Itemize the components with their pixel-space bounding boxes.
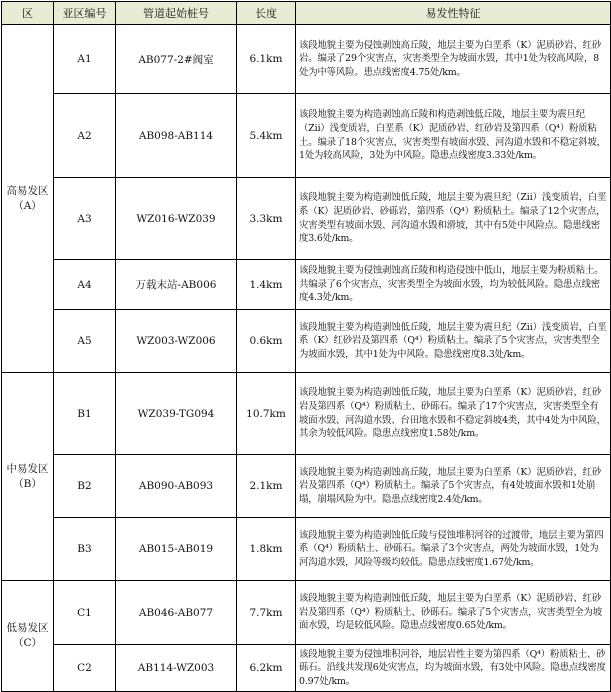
feature-description: 该段地貌主要为构造剥蚀低丘陵，地层主要为白垩系（K）泥质砂岩、红砂岩及第四系（Q⁴）粉质粘土、砂砾石。编录了5个灾害点，灾害类型全为坡面水毁，均是较低风险。隐患点线密度0.65处/km。 xyxy=(296,581,611,645)
segment-length: 6.1km xyxy=(237,25,296,94)
feature-description: 该段地貌主要为构造剥蚀高丘陵，地层主要为白垩系（K）泥质砂岩、红砂岩及第四系（Q⁴）粉质粘土。编录了5个灾害点，有4处坡面水毁和1处崩塌，崩塌风险为中。隐患点线密度2.4处/km。 xyxy=(296,455,611,518)
table-row xyxy=(2,178,611,260)
region-cell-medium xyxy=(2,373,54,581)
subzone-code: B2 xyxy=(54,455,116,518)
pipeline-range: 万载末站-AB006 xyxy=(116,260,237,310)
table-row xyxy=(2,260,611,310)
header-row xyxy=(2,2,611,25)
region-cell-low xyxy=(2,581,54,692)
header-region: 区 xyxy=(2,2,54,25)
region-cell-high xyxy=(2,25,54,373)
segment-length: 3.3km xyxy=(237,178,296,260)
subzone-code: A4 xyxy=(54,260,116,310)
table-row xyxy=(2,25,611,94)
pipeline-range: WZ016-WZ039 xyxy=(116,178,237,260)
table-row xyxy=(2,581,611,645)
segment-length: 1.4km xyxy=(237,260,296,310)
segment-length: 1.8km xyxy=(237,518,296,581)
segment-length: 2.1km xyxy=(237,455,296,518)
region-name: 中易发区 xyxy=(6,462,49,475)
subzone-code: A5 xyxy=(54,310,116,373)
header-length: 长度 xyxy=(237,2,296,25)
subzone-code: C1 xyxy=(54,581,116,645)
subzone-code: A3 xyxy=(54,178,116,260)
subzone-code: A2 xyxy=(54,94,116,178)
region-label: （A） xyxy=(13,199,42,212)
feature-description: 该段地貌主要为构造剥蚀高丘陵和构造剥蚀低丘陵，地层主要为震旦纪（Zⅱ）浅变质岩，白垩系（K）泥质砂岩、红砂岩及第四系（Q⁴）粉质粘土。编录了18个灾害点，灾害类型有坡面水毁、河沟道水毁和不稳定斜坡，1处为较高风险，3处为中风险。隐患点线密度3.33处/km。 xyxy=(296,94,611,178)
pipeline-range: WZ039-TG094 xyxy=(116,373,237,455)
segment-length: 5.4km xyxy=(237,94,296,178)
feature-description: 该段地貌主要为构造剥蚀低丘陵，地层主要为震旦纪（Zⅱ）浅变质岩，白垩系（K）泥质砂岩、砂砾岩，第四系（Q⁴）粉质粘土。编录了12个灾害点，灾害类型有坡面水毁、河沟道水毁和滑坡，其中有5处中风险点。隐患线密度3.6处/km。 xyxy=(296,178,611,260)
feature-description: 该段地貌主要为侵蚀剥蚀高丘陵，地层主要为白垩系（K）泥质砂岩、红砂岩。编录了29个灾害点，灾害类型全为坡面水毁，其中1处为较高风险，8处为中等风险。患点线密度4.75处/km。 xyxy=(296,25,611,94)
hazard-zoning-table xyxy=(1,1,611,692)
pipeline-range: AB015-AB019 xyxy=(116,518,237,581)
subzone-code: B1 xyxy=(54,373,116,455)
header-subzone-code: 亚区编号 xyxy=(54,2,116,25)
region-label: （C） xyxy=(12,637,43,649)
subzone-code: A1 xyxy=(54,25,116,94)
feature-description: 该段地貌主要为侵蚀堆积河谷，地层岩性主要为第四系（Q⁴）粉质粘土、砂砾石。沿线共发现6处灾害点，均为坡面水毁，有3处中风险。隐患点线密度0.97处/km。 xyxy=(296,645,611,692)
header-pipeline-range: 管道起始桩号 xyxy=(116,2,237,25)
region-name: 高易发区 xyxy=(6,184,49,197)
pipeline-range: AB098-AB114 xyxy=(116,94,237,178)
pipeline-range: AB077-2#阀室 xyxy=(116,25,237,94)
pipeline-range: AB114-WZ003 xyxy=(116,645,237,692)
segment-length: 7.7km xyxy=(237,581,296,645)
feature-description: 该段地貌主要为侵蚀剥蚀高丘陵和构造侵蚀中低山，地层主要为粉质粘土。共编录了6个灾害点，灾害类型全为坡面水毁，均为较低风险。隐患点线密度4.3处/km。 xyxy=(296,260,611,310)
segment-length: 10.7km xyxy=(237,373,296,455)
table-row xyxy=(2,455,611,518)
segment-length: 0.6km xyxy=(237,310,296,373)
region-name: 低易发区 xyxy=(6,622,49,634)
pipeline-range: AB046-AB077 xyxy=(116,581,237,645)
feature-description: 该段地貌主要为构造剥蚀低丘陵，地层主要为白垩系（K）泥质砂岩、红砂岩及第四系（Q⁴）粉质粘土、砂砾石。编录了17个灾害点，灾害类型全有坡面水毁、河沟道水毁、台田地水毁和不稳定斜坡4类，其中4处为中风险，其余为较低风险。隐患点线密度1.58处/km。 xyxy=(296,373,611,455)
feature-description: 该段地貌主要为构造剥蚀低丘陵与侵蚀堆积河谷的过渡带，地层主要为第四系（Q⁴）粉质粘土、砂砾石。编录了3个灾害点，两处为坡面水毁，1处为河沟道水毁，风险等级均较低。隐患点线密度1.67处/km。 xyxy=(296,518,611,581)
subzone-code: C2 xyxy=(54,645,116,692)
feature-description: 该段地貌主要为构造剥蚀低丘陵，地层主要为震旦纪（Zⅱ）浅变质岩，白垩系（K）红砂岩及第四系（Q⁴）粉质粘土。编录了5个灾害点，灾害类型全为坡面水毁，其中1处为中风险。隐患线密度8.3处/km。 xyxy=(296,310,611,373)
table-row xyxy=(2,94,611,178)
subzone-code: B3 xyxy=(54,518,116,581)
table-row xyxy=(2,373,611,455)
table-row xyxy=(2,518,611,581)
table-row xyxy=(2,645,611,692)
header-susceptibility-feature: 易发性特征 xyxy=(296,2,611,25)
segment-length: 6.2km xyxy=(237,645,296,692)
region-label: （B） xyxy=(13,477,42,490)
pipeline-range: AB090-AB093 xyxy=(116,455,237,518)
table-row xyxy=(2,310,611,373)
pipeline-range: WZ003-WZ006 xyxy=(116,310,237,373)
